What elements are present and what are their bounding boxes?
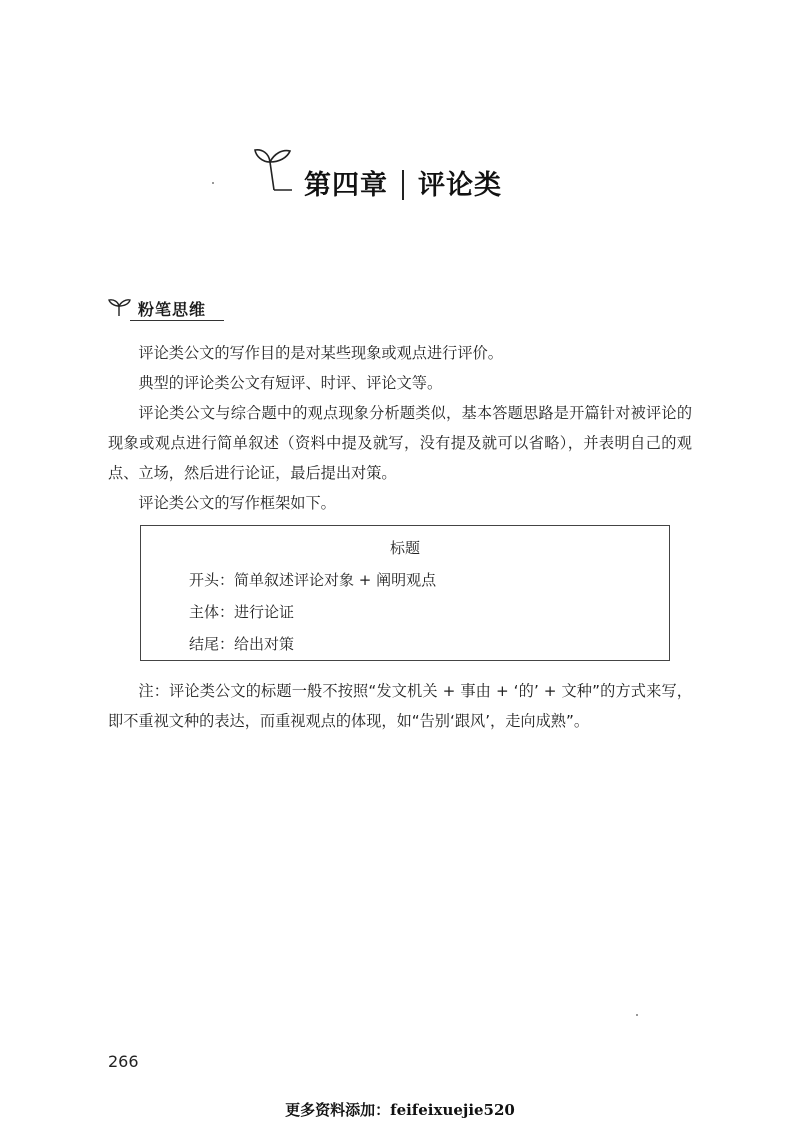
- footer-note: 更多资料添加：feifeixuejie520: [285, 1101, 515, 1119]
- paragraph: 评论类公文与综合题中的观点现象分析题类似，基本答题思路是开篇针对被评论的现象或观点进行简单叙述（资料中提及就写，没有提及就可以省略），并表明自己的观点、立场，然后进行论证，最后提出对策。: [108, 404, 692, 482]
- section-underline: [130, 320, 224, 321]
- body-text: [108, 338, 692, 518]
- framework-title: 标题: [389, 539, 420, 557]
- page-number: 266: [108, 1052, 139, 1071]
- paragraph: 评论类公文的写作框架如下。: [138, 494, 336, 512]
- framework-row-body: 主体：进行论证: [189, 603, 295, 621]
- chapter-name: 评论类: [418, 170, 502, 201]
- framework-box: [140, 525, 670, 661]
- sprout-icon: [108, 298, 132, 318]
- sprout-icon: [252, 140, 302, 198]
- framework-row-opening: 开头：简单叙述评论对象 + 阐明观点: [189, 571, 437, 589]
- section-heading: [108, 296, 248, 322]
- framework-row-ending: 结尾：给出对策: [189, 635, 295, 653]
- note-paragraph: 注：评论类公文的标题一般不按照“发文机关 + 事由 + ‘的’ + 文种”的方式来写，即不重视文种的表达，而重视观点的体现，如“告别‘跟风’，走向成熟”。: [108, 682, 692, 730]
- section-title: 粉笔思维: [138, 300, 207, 319]
- scan-speck: [636, 1014, 638, 1016]
- paragraph: 评论类公文的写作目的是对某些现象或观点进行评价。: [138, 344, 503, 362]
- paragraph: 典型的评论类公文有短评、时评、评论文等。: [138, 374, 443, 392]
- chapter-label: 第四章: [304, 170, 388, 201]
- title-divider: [402, 170, 404, 200]
- chapter-header: [252, 140, 552, 200]
- chapter-title: [304, 163, 502, 202]
- scan-speck: [212, 182, 214, 184]
